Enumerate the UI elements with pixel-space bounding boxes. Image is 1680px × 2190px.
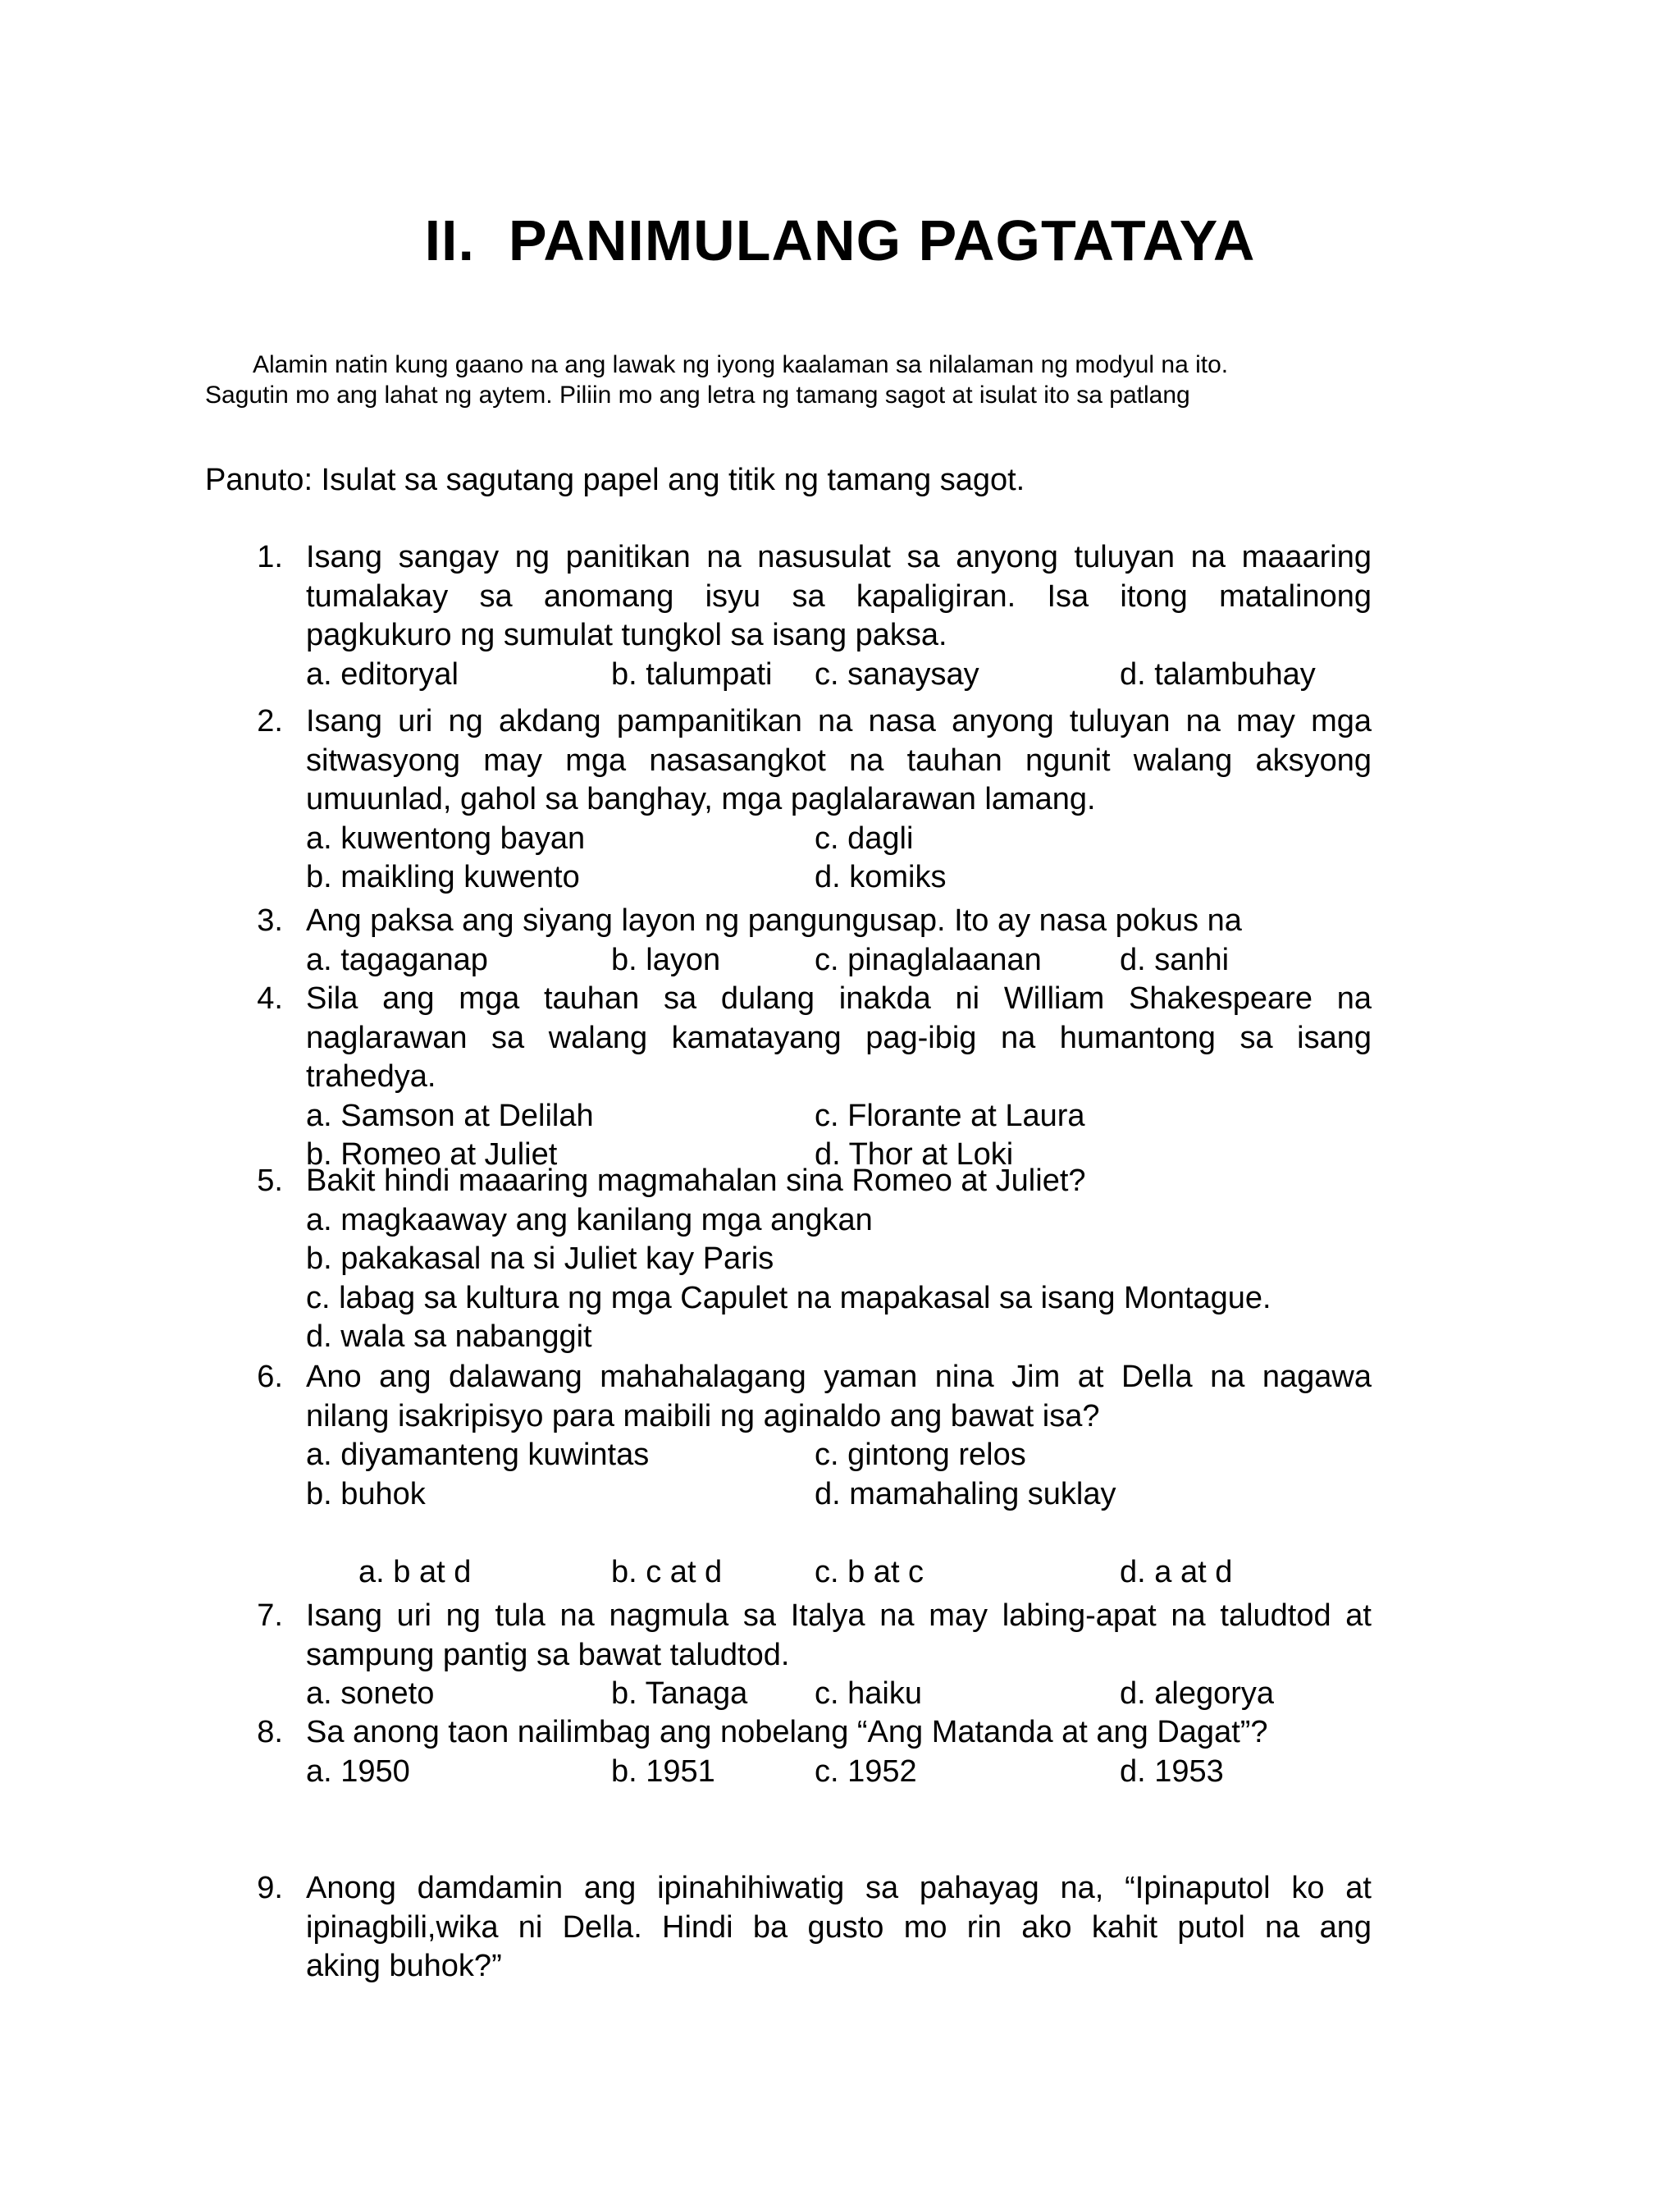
question-text-line: Sila ang mga tauhan sa dulang inakda ni William Shakespeare na bbox=[306, 981, 1372, 1016]
answer-option: b. Tanaga bbox=[611, 1676, 748, 1711]
question-text-line: Isang uri ng tula na nagmula sa Italya na may labing-apat na taludtod at bbox=[306, 1598, 1372, 1633]
answer-option: d. 1953 bbox=[1120, 1753, 1224, 1789]
question-number: 5. bbox=[257, 1164, 283, 1198]
answer-option: a. diyamanteng kuwintas bbox=[306, 1438, 650, 1472]
answer-option: b. Romeo at Juliet bbox=[306, 1137, 558, 1172]
answer-option: c. gintong relos bbox=[815, 1438, 1026, 1472]
answer-option: a. magkaaway ang kanilang mga angkan bbox=[306, 1202, 873, 1237]
answer-choice: b. c at d bbox=[611, 1554, 723, 1589]
question-text-line: tumalakay sa anomang isyu sa kapaligiran. Isa itong matalinong bbox=[306, 578, 1372, 614]
answer-option: c. labag sa kultura ng mga Capulet na mapakasal sa isang Montague. bbox=[306, 1280, 1271, 1315]
question-text-line: nilang isakripisyo para maibili ng aginaldo ang bawat isa? bbox=[306, 1398, 1100, 1433]
intro-line-1: Alamin natin kung gaano na ang lawak ng iyong kaalaman sa nilalaman ng modyul na ito. bbox=[253, 351, 1229, 378]
answer-option: d. mamahaling suklay bbox=[815, 1476, 1116, 1511]
answer-choice: a. b at d bbox=[358, 1554, 472, 1589]
answer-option: d. alegorya bbox=[1120, 1676, 1275, 1711]
question-text-line: Ano ang dalawang mahahalagang yaman nina Jim at Della na nagawa bbox=[306, 1360, 1372, 1394]
question-number: 9. bbox=[257, 1871, 283, 1905]
question-text-line: aking buhok?” bbox=[306, 1949, 502, 1983]
question-text-line: sitwasyong may mga nasasangkot na tauhan ngunit walang aksyong bbox=[306, 743, 1372, 778]
question-text-line: Bakit hindi maaaring magmahalan sina Romeo at Juliet? bbox=[306, 1164, 1086, 1198]
instruction: Panuto: Isulat sa sagutang papel ang titik ng tamang sagot. bbox=[205, 463, 1025, 497]
answer-option: a. kuwentong bayan bbox=[306, 821, 586, 856]
question-text-line: naglarawan sa walang kamatayang pag-ibig na humantong sa isang bbox=[306, 1020, 1372, 1055]
answer-option: c. haiku bbox=[815, 1676, 922, 1711]
answer-option: a. tagaganap bbox=[306, 942, 488, 977]
question-number: 3. bbox=[257, 903, 283, 938]
question-number: 6. bbox=[257, 1360, 283, 1394]
page-title: II. PANIMULANG PAGTATAYA bbox=[424, 208, 1256, 272]
question-text-line: Isang sangay ng panitikan na nasusulat sa anyong tuluyan na maaaring bbox=[306, 540, 1372, 574]
answer-option: d. Thor at Loki bbox=[815, 1137, 1014, 1172]
question-number: 2. bbox=[257, 704, 283, 738]
question-number: 1. bbox=[257, 540, 283, 574]
question-text-line: Isang uri ng akdang pampanitikan na nasa anyong tuluyan na may mga bbox=[306, 704, 1372, 738]
answer-choice: d. a at d bbox=[1120, 1554, 1233, 1589]
answer-option: b. buhok bbox=[306, 1476, 426, 1511]
answer-option: b. talumpati bbox=[611, 656, 773, 692]
answer-option: c. pinaglalaanan bbox=[815, 942, 1042, 977]
question-number: 7. bbox=[257, 1598, 283, 1633]
question-number: 4. bbox=[257, 981, 283, 1016]
answer-option: b. 1951 bbox=[611, 1753, 715, 1789]
question-number: 8. bbox=[257, 1715, 283, 1749]
question-text-line: umuunlad, gahol sa banghay, mga paglalarawan lamang. bbox=[306, 782, 1096, 816]
answer-option: c. 1952 bbox=[815, 1753, 917, 1789]
answer-option: a. editoryal bbox=[306, 656, 459, 692]
answer-option: d. wala sa nabanggit bbox=[306, 1319, 592, 1354]
question-text-line: Anong damdamin ang ipinahihiwatig sa pahayag na, “Ipinaputol ko at bbox=[306, 1871, 1372, 1905]
answer-option: d. talambuhay bbox=[1120, 656, 1316, 692]
answer-option: b. maikling kuwento bbox=[306, 860, 580, 894]
question-text-line: sampung pantig sa bawat taludtod. bbox=[306, 1637, 790, 1672]
answer-option: c. dagli bbox=[815, 821, 914, 856]
answer-option: a. Samson at Delilah bbox=[306, 1098, 594, 1133]
answer-option: d. komiks bbox=[815, 860, 947, 894]
answer-option: b. layon bbox=[611, 942, 721, 977]
answer-choice: c. b at c bbox=[815, 1554, 924, 1589]
answer-option: c. sanaysay bbox=[815, 656, 979, 692]
intro-line-2: Sagutin mo ang lahat ng aytem. Piliin mo ang letra ng tamang sagot at isulat ito sa patlang bbox=[205, 382, 1190, 409]
question-text-line: Ang paksa ang siyang layon ng pangungusap. Ito ay nasa pokus na bbox=[306, 903, 1242, 938]
question-text-line: ipinagbili,wika ni Della. Hindi ba gusto mo rin ako kahit putol na ang bbox=[306, 1909, 1372, 1945]
answer-option: b. pakakasal na si Juliet kay Paris bbox=[306, 1241, 774, 1276]
answer-option: a. soneto bbox=[306, 1676, 435, 1711]
question-text-line: pagkukuro ng sumulat tungkol sa isang paksa. bbox=[306, 618, 947, 652]
answer-option: d. sanhi bbox=[1120, 942, 1230, 977]
question-text-line: trahedya. bbox=[306, 1059, 436, 1094]
answer-option: c. Florante at Laura bbox=[815, 1098, 1085, 1133]
answer-option: a. 1950 bbox=[306, 1753, 410, 1789]
question-text-line: Sa anong taon nailimbag ang nobelang “Ang Matanda at ang Dagat”? bbox=[306, 1715, 1268, 1749]
